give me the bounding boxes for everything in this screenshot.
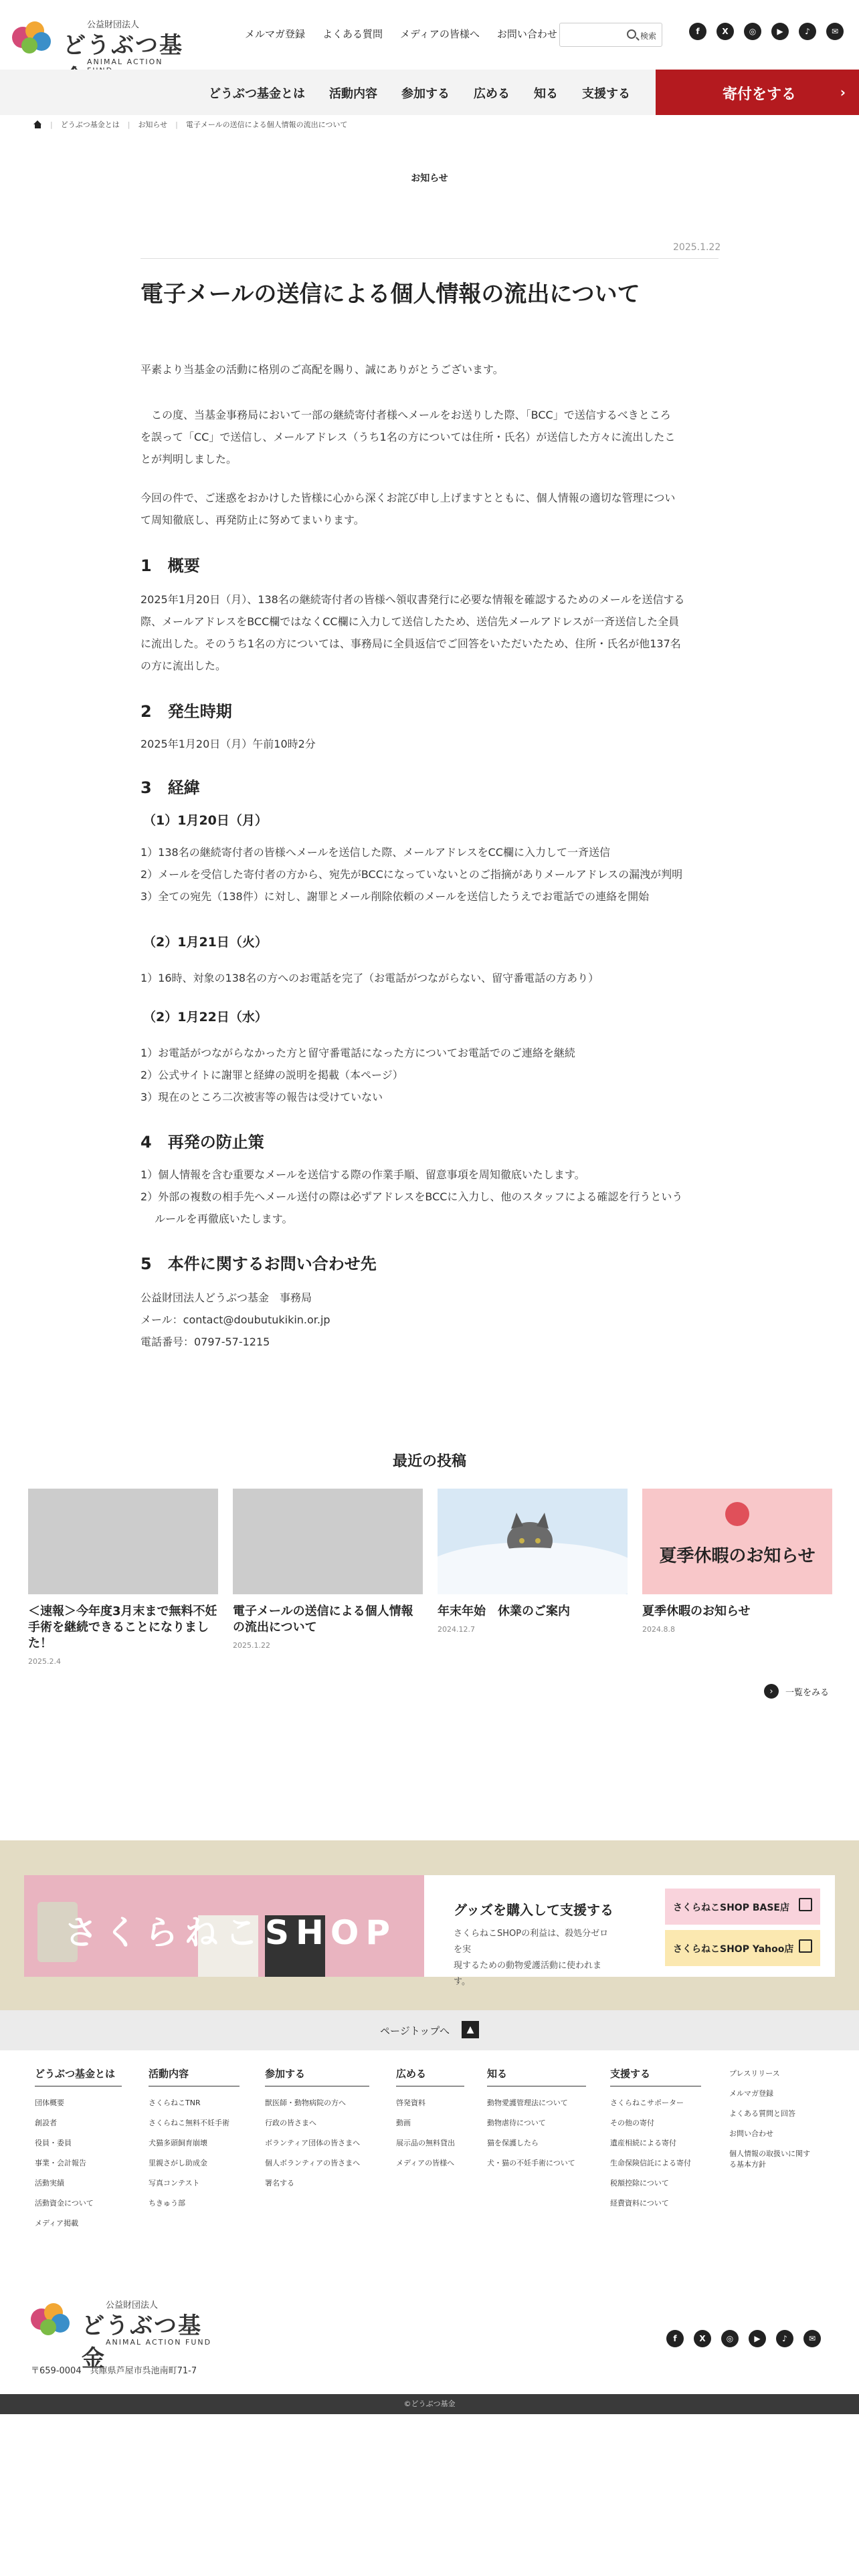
footer-col-activities [149,2066,240,2214]
footer-link[interactable]: 生命保険信託による寄付 [610,2159,691,2167]
topnav-faq[interactable]: よくある質問 [322,28,383,40]
post-date: 2025.2.4 [28,1657,61,1666]
search-icon [627,29,636,39]
post-title: 電子メールの送信による個人情報 [233,1604,413,1618]
article-paragraph: 今回の件で、ご迷惑をおかけした皆様に心から深くお詫び申し上げますとともに、個人情報の適切な管理につい [140,492,676,504]
list-item: 1）138名の継続寄付者の皆様へメールを送信した際、メールアドレスをCC欄に入力して一斉送信 [140,846,610,859]
article-paragraph: 2025年1月20日（月）、138名の継続寄付者の皆様へ領収書発行に必要な情報を確認するためのメールを送信する [140,593,685,606]
copyright: ©どうぶつ基金 [0,2394,859,2414]
footer-col-learn [487,2066,586,2173]
header-sns [689,23,844,40]
site-logo[interactable] [9,13,190,66]
instagram-icon[interactable]: ◎ [721,2330,739,2347]
shop-base-label: さくらねこSHOP BASE店 [673,1903,789,1913]
post-title: ＜速報＞今年度3月末まで無料不妊 [28,1604,217,1618]
contact-email[interactable]: メール：contact@doubutukikin.or.jp [140,1313,330,1326]
footer-heading[interactable]: どうぶつ基金とは [35,2066,122,2086]
nav-spread[interactable]: 広める [474,87,510,101]
shop-base-button[interactable] [665,1889,820,1925]
list-item: 3）現在のところ二次被害等の報告は受けていない [140,1091,383,1103]
article-paragraph: 際、メールアドレスをBCC欄ではなくCC欄に入力して送信したため、送信先メールアドレスが一斉送信した全員 [140,615,680,628]
nav-learn[interactable]: 知る [534,87,558,101]
footer-heading[interactable]: 広める [396,2066,464,2086]
footer-link[interactable]: よくある質問と回答 [729,2109,795,2118]
article-paragraph: に流出した。そのうち1名の方については、事務局に全員返信でご回答をいただいたため、住所・氏名が他137名 [140,637,681,650]
recent-posts-heading: 最近の投稿 [392,1453,466,1470]
footer-link[interactable]: 団体概要 [35,2099,64,2107]
post-thumbnail [642,1489,832,1594]
footer-link-text: る基本方針 [729,2160,766,2169]
post-date: 2024.8.8 [642,1625,675,1634]
subsection-heading: （2）1月21日（火） [143,935,268,950]
home-icon[interactable] [33,120,42,128]
breadcrumb: | どうぶつ基金とは | お知らせ | 電子メールの送信による個人情報の流出について [33,119,347,130]
x-icon[interactable]: X [694,2330,711,2347]
view-all-link[interactable] [764,1684,829,1699]
post-card[interactable] [642,1489,832,1634]
page-top-button[interactable] [0,2010,859,2050]
divider [140,258,719,259]
post-title: 手術を継続できることになりまし [28,1620,209,1634]
footer-link[interactable]: 役員・委員 [35,2139,72,2147]
footer-link[interactable]: 行政の皆さまへ [265,2119,316,2127]
post-card[interactable] [438,1489,628,1634]
footer-heading[interactable]: 支援する [610,2066,701,2086]
external-link-icon [799,1939,812,1953]
footer-link[interactable]: プレスリリース [729,2069,780,2078]
article-paragraph: とが判明しました。 [140,453,237,465]
nav-about[interactable]: どうぶつ基金とは [209,87,305,101]
post-date: 2024.12.7 [438,1625,475,1634]
tiktok-icon[interactable]: ♪ [799,23,816,40]
footer-link[interactable]: 事業・会計報告 [35,2159,86,2167]
article-paragraph: 2025年1月20日（月）午前10時2分 [140,738,316,750]
facebook-icon[interactable]: f [666,2330,684,2347]
breadcrumb-about[interactable]: どうぶつ基金とは [60,120,120,129]
footer-link[interactable]: 活動実績 [35,2179,64,2187]
footer-link[interactable]: 個人ボランティアの皆さまへ [265,2159,361,2167]
footer-link[interactable]: さくらねこ無料不妊手術 [149,2119,229,2127]
post-card[interactable] [233,1489,423,1650]
footer-address: 〒659-0004 兵庫県芦屋市呉池南町71-7 [31,2366,197,2376]
logo-mark-icon [28,2299,76,2338]
banner-text: 夏季休暇のお知らせ [659,1546,816,1566]
footer-link[interactable]: 動物愛護管理法について [487,2099,568,2107]
shop-info [424,1875,835,1987]
chevron-right-icon: › [764,1684,779,1699]
post-thumbnail [233,1489,423,1594]
footer-link[interactable]: 署名する [265,2179,294,2187]
chevron-right-icon: › [840,84,846,100]
footer-link[interactable]: 展示品の無料貸出 [396,2139,455,2147]
topnav-media[interactable]: メディアの皆様へ [400,28,480,40]
footer-link-text: 個人情報の取扱いに関す [729,2149,810,2158]
post-thumbnail [28,1489,218,1594]
external-link-icon [799,1898,812,1911]
post-date: 2025.1.22 [233,1641,270,1650]
footer-heading[interactable]: 活動内容 [149,2066,240,2086]
footer-link[interactable]: 経費資料について [610,2199,669,2208]
footer-col-join [265,2066,369,2193]
logo-english-text: ANIMAL ACTION [87,58,163,66]
logo-small-text: 公益財団法人 [106,2300,159,2311]
section-heading: 4 再発の防止策 [140,1133,264,1152]
logo-small-text: 公益財団法人 [87,20,140,30]
list-item: ルールを再徹底いたします。 [140,1212,293,1225]
footer-link[interactable]: 活動資金について [35,2199,94,2208]
footer-sns [666,2330,821,2347]
page-top-label: ページトップへ [380,2025,450,2037]
footer-col-spread [396,2066,464,2173]
line-icon[interactable]: ✉ [803,2330,821,2347]
footer-col-support [610,2066,701,2214]
breadcrumb-news[interactable]: お知らせ [138,120,168,129]
contact-phone: 電話番号：0797-57-1215 [140,1335,270,1348]
footer-link[interactable]: さくらねこTNR [149,2099,201,2107]
section-heading: 5 本件に関するお問い合わせ先 [140,1255,377,1273]
section-heading: 2 発生時期 [140,702,232,721]
cat-in-snow-image [438,1489,628,1594]
breadcrumb-current: 電子メールの送信による個人情報の流出について [185,120,348,129]
youtube-icon[interactable]: ▶ [749,2330,766,2347]
footer-link[interactable]: 遺産相続による寄付 [610,2139,676,2147]
footer-link[interactable]: 犬・猫の不妊手術について [487,2159,575,2167]
footer-link[interactable]: 猫を保護したら [487,2139,539,2147]
article-date: 2025.1.22 [673,242,721,253]
footer-link[interactable]: ちきゅう部 [149,2199,185,2208]
list-item: 2）外部の複数の相手先へメール送付の際は必ずアドレスをBCCに入力し、他のスタッフによる確認を行うという [140,1190,683,1203]
footer-link[interactable]: 動物虐待について [487,2119,546,2127]
footer-link[interactable]: ボランティア団体の皆さまへ [265,2139,361,2147]
footer-link[interactable]: メディアの皆様へ [396,2159,455,2167]
nav-activities[interactable]: 活動内容 [329,87,377,101]
search-button[interactable]: 検索 [640,31,657,41]
footer-link[interactable]: 動画 [396,2119,411,2127]
topnav-contact[interactable]: お問い合わせ [496,28,557,40]
logo-english-text: ANIMAL ACTION FUND [106,2338,212,2347]
shop-banner-image[interactable] [24,1875,424,1977]
youtube-icon[interactable]: ▶ [771,23,789,40]
article-paragraph: を誤って「CC」で送信し、メールアドレス（うち1名の方については住所・氏名）が送信した方々に流出したこ [140,431,676,443]
x-icon[interactable]: X [717,23,734,40]
article-paragraph: 平素より当基金の活動に格別のご高配を賜り、誠にありがとうございます。 [140,363,504,376]
post-title: の流出について [233,1620,317,1634]
tiktok-icon[interactable]: ♪ [776,2330,793,2347]
instagram-icon[interactable]: ◎ [744,23,761,40]
footer-col-about [35,2066,122,2234]
page-title: 電子メールの送信による個人情報の流出について [140,281,640,308]
post-title: 年末年始 休業のご案内 [438,1604,570,1618]
post-title: た！ [28,1636,52,1650]
post-card[interactable] [28,1489,218,1666]
footer-link[interactable]: 写真コンテスト [149,2179,200,2187]
footer-link[interactable]: メルマガ登録 [729,2089,773,2098]
facebook-icon[interactable]: f [689,23,706,40]
logo-main-text: どうぶつ基 [63,32,183,59]
footer-link[interactable]: 獣医師・動物病院の方へ [265,2099,346,2107]
page-category: お知らせ [411,173,448,184]
footer-link[interactable]: その他の寄付 [610,2119,654,2127]
shop-yahoo-button[interactable] [665,1930,820,1966]
footer-col-extra [729,2064,830,2170]
shop-yahoo-label: さくらねこSHOP Yahoo店 [673,1944,794,1955]
arrow-up-icon: ▲ [462,2021,479,2038]
top-nav [245,27,575,41]
footer-link[interactable]: 犬猫多頭飼育崩壊 [149,2139,207,2147]
footer-link[interactable]: 創設者 [35,2119,57,2127]
shop-title: グッズを購入して支援する [454,1902,613,1918]
subsection-heading: （1）1月20日（月） [143,813,268,828]
donate-label: 寄付をする [723,86,797,103]
article-paragraph: て周知徹底し、再発防止に努めてまいります。 [140,514,365,526]
sakuraneko-icon [725,1502,749,1526]
post-thumbnail [438,1489,628,1594]
logo-main-text: どうぶつ基金 [82,2313,202,2372]
footer-link[interactable]: 税額控除について [610,2179,669,2187]
site-header [0,0,859,70]
topnav-mailmag[interactable]: メルマガ登録 [245,28,306,40]
footer-link[interactable]: お問い合わせ [729,2129,773,2138]
footer-heading[interactable]: 知る [487,2066,586,2086]
list-item: 1）個人情報を含む重要なメールを送信する際の作業手順、留意事項を周知徹底いたします。 [140,1168,585,1181]
section-heading: 3 経緯 [140,778,200,797]
footer-link[interactable]: 啓発資料 [396,2099,425,2107]
view-all-label: 一覧をみる [785,1687,830,1698]
search-input[interactable] [559,23,662,47]
list-item: 2）公式サイトに謝罪と経緯の説明を掲載（本ページ） [140,1069,403,1081]
footer-link[interactable]: さくらねこサポーター [610,2099,684,2107]
article-paragraph: の方に流出した。 [140,659,227,672]
subsection-heading: （2）1月22日（水） [143,1010,268,1025]
list-item: 1）16時、対象の138名の方へのお電話を完了（お電話がつながらない、留守番電話の方あり） [140,972,599,984]
line-icon[interactable]: ✉ [826,23,844,40]
nav-join[interactable]: 参加する [401,87,450,101]
footer-link[interactable]: 里親さがし助成金 [149,2159,207,2167]
list-item: 2）メールを受信した寄付者の方から、宛先がBCCになっていないとのご指摘がありメールアドレスの漏洩が判明 [140,868,683,881]
section-heading: 1 概要 [140,556,200,575]
footer-link[interactable] [729,2149,830,2170]
shop-banner-text: さくらねこSHOP [64,1913,397,1952]
shop-desc: 現するための動物愛護活動に使われます。 [454,1961,602,1987]
list-item: 3）全ての宛先（138件）に対し、謝罪とメール削除依頼のメールを送信したうえでお電話での連絡を開始 [140,890,650,903]
donate-button[interactable] [656,70,859,115]
article-paragraph: この度、当基金事務局において一部の継続寄付者様へメールをお送りした際、「BCC」で送信するべきところ [140,409,671,421]
footer-link[interactable]: メディア掲載 [35,2219,79,2228]
logo-mark-icon [9,17,58,56]
footer-heading[interactable]: 参加する [265,2066,369,2086]
post-title: 夏季休暇のお知らせ [642,1604,751,1618]
contact-org: 公益財団法人どうぶつ基金 事務局 [140,1291,312,1304]
list-item: 1）お電話がつながらなかった方と留守番電話になった方についてお電話でのご連絡を継続 [140,1047,575,1059]
shop-desc: さくらねこSHOPの利益は、殺処分ゼロを実 [454,1929,609,1955]
nav-support[interactable]: 支援する [582,87,630,101]
